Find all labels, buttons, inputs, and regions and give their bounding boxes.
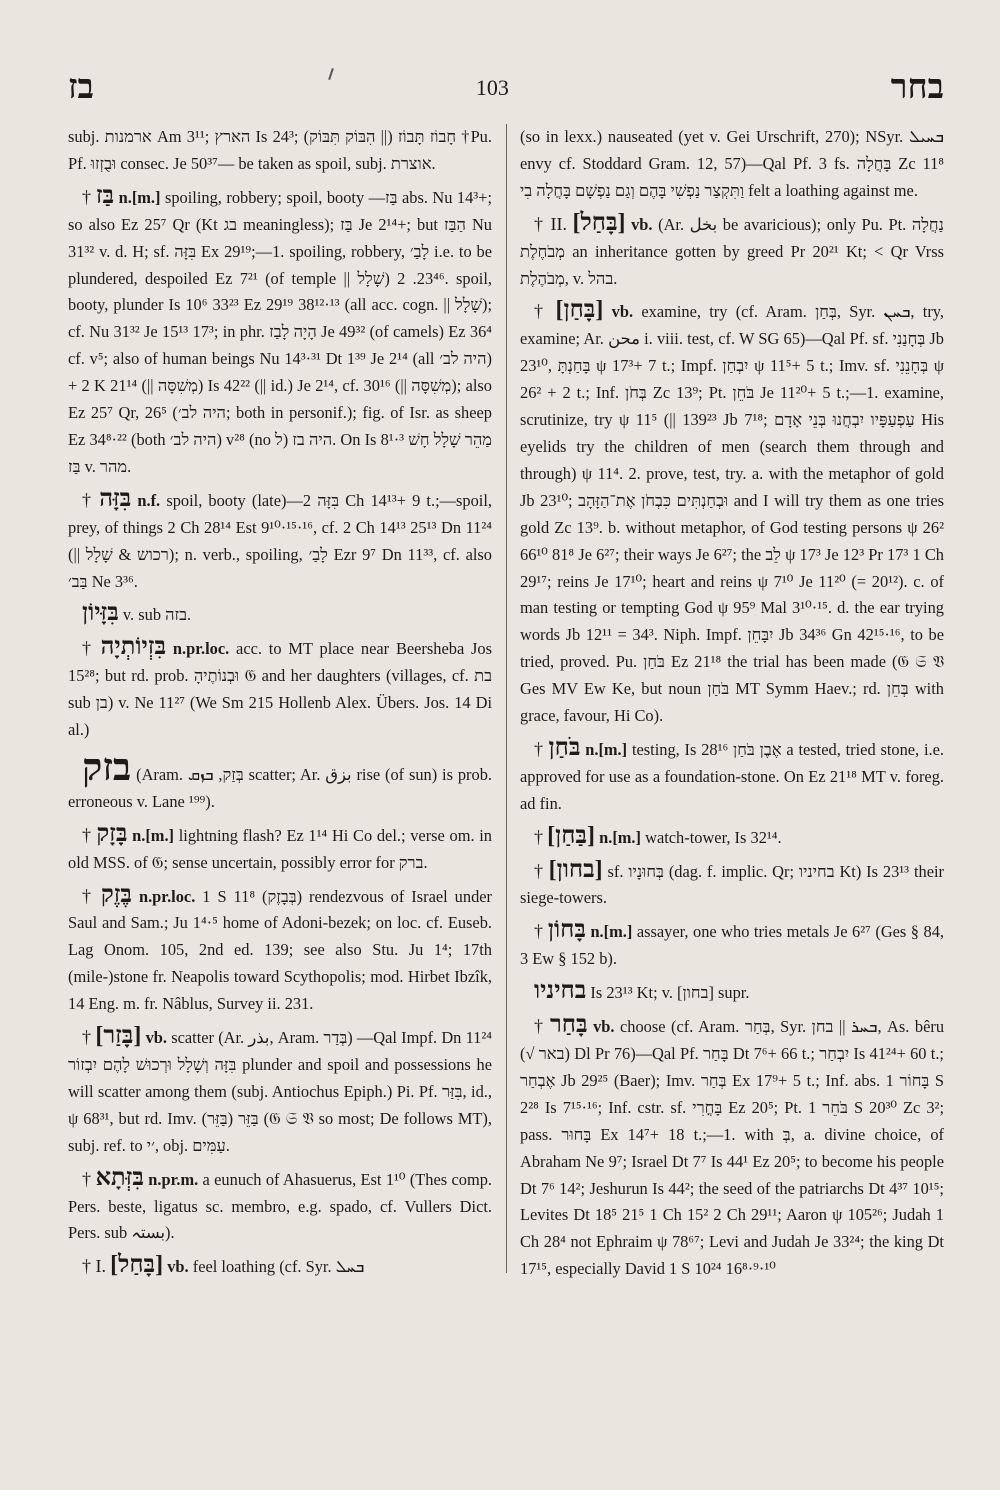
entry-grammar-label: n.[m.] [599, 827, 641, 847]
dictionary-entry [520, 823, 944, 852]
dictionary-entry [520, 297, 944, 730]
entry-dagger: † [82, 885, 94, 906]
entry-text: a eunuch of Ahasuerus, Est 1¹⁰ (Thes comp. Pers. beste, ligatus sc. membro, e.g. spado, cf. Vullers Dict. Pers. sub بستہ). [68, 1169, 492, 1243]
entry-headword: בָּזָק [96, 820, 128, 847]
entry-text: examine, try (cf. Aram. בְּחַן, Syr. ܒܚܢ, try, examine; Ar. محن i. viii. test, cf. W SG 65)—Qal Pf. sf. בְּחָנַנִי Jb 23¹⁰, בָּחַנְתָּ ψ 17³+ 7 t.; Impf. יִבְחַן ψ 11⁵+ 5 t.; Imv. sf. בְּחָנֵנִי ψ 26² + 2 t.; Inf. בְּחֹן Zc 13⁹; Pt. בֹּחֵן Je 11²⁰+ 5 t.;—1. examine, scrutinize, try ψ 11⁵ (|| 139²³ Jb 7¹⁸; עַפְעַפָּיו יִבְחֲנוּ בְּנֵי אָדָם His eyelids try the children of men (search them through and through) ψ 11⁴. 2. prove, test, try. a. with the metaphor of gold Jb 23¹⁰; וּבְחַנְתִּים כִּבְחֹן אֶת־הַזָּהָב and I will try them as one tries gold Zc 13⁹. b. without metaphor, of God testing persons ψ 26² 66¹⁰ 81⁸ Je 6²⁷; their ways Je 6²⁷; the לֵב ψ 17³ Je 12³ Pr 17³ 1 Ch 29¹⁷; reins Je 17¹⁰; heart and reins ψ 7¹⁰ Je 11²⁰ (= 20¹²). c. of man testing or tempting God ψ 95⁹ Mal 3¹⁰·¹⁵. d. the ear trying words Jb 12¹¹ = 34³. Niph. Impf. יִבָּחֵן Jb 34³⁶ Gn 42¹⁵·¹⁶, to be tried, proved. Pu. בֹּחַן Ez 21¹⁸ the trial has been made (𝔊 𝔖 𝔙 Ges MV Ew Ke, but noun בֹּחַן MT Symm Haev.; rd. בְּחֵן with grace, favour, Hi Co). [520, 302, 945, 726]
left-running-head: בז [68, 69, 94, 106]
left-column [68, 124, 492, 1283]
dictionary-entry [520, 917, 944, 973]
entry-headword: בִּזְּתָא [95, 1164, 144, 1191]
right-running-head: בחר [890, 69, 944, 106]
dictionary-entry [520, 1012, 944, 1283]
right-column [520, 124, 944, 1283]
entry-text: watch-tower, Is 32¹⁴. [645, 827, 782, 847]
entry-text: (so in lexx.) nauseated (yet v. Gei Urschrift, 270); NSyr. ܒܚܝܠ envy cf. Stoddard Gram. 12, 57)—Qal Pf. 3 fs. בָּחֲלָה Zc 11⁸ וַתִּקְצַר נַפְשִׁי בָּהֶם וְגַם נַפְשָׁם בָּחֲלָה בִי felt a loathing against me. [520, 127, 944, 200]
entry-grammar-label: n.[m.] [132, 825, 175, 845]
dictionary-entry [68, 746, 492, 816]
entry-headword: בִּזְיוֹתְיָה [100, 634, 167, 661]
two-column-body [68, 124, 944, 1283]
entry-text: scatter (Ar. بذر, Aram. בְּדַר) —Qal Impf. Dn 11²⁴ בִּזָּה וְשָׁלָל וּרְכוּשׁ לָהֶם יִבְזוֹר plunder and spoil and possessions he will scatter among them (subj. Antiochus Epiph.) Pi. Pf. בִּזַּר, id., ψ 68³¹, but rd. Imv. בַּזֵּר (בַּזֵּר) (𝔊 𝔖 𝔙 so most; De follows MT), subj. ref. to ׳י, obj. עַמִּים. [68, 1028, 493, 1155]
dictionary-entry [520, 978, 944, 1007]
dictionary-entry [68, 486, 492, 596]
entry-text: v. sub בזה. [122, 605, 192, 625]
entry-grammar-label: vb. [611, 302, 634, 322]
entry-headword: [בַּחַן] [547, 822, 595, 849]
entry-root: בזק [82, 746, 132, 789]
dictionary-entry [68, 1252, 492, 1281]
entry-headword: בֶּזֶק [100, 881, 132, 908]
dictionary-entry [68, 1023, 492, 1160]
entry-text: subj. ארמנות Am 3¹¹; הארץ Is 24³; חָבוֹז תָּבוֹז (|| הִבּוֹק תִּבּוֹק) †Pu. Pf. וּבֻזְזוּ consec. Je 50³⁷— be taken as spoil, subj. אוצרת. [68, 127, 492, 173]
entry-headword: [בחון] [548, 856, 603, 883]
entry-grammar-label: n.[m.] [590, 922, 633, 942]
entry-grammar-label: vb. [593, 1017, 615, 1037]
entry-text: lightning flash? Ez 1¹⁴ Hi Co del.; verse om. in old MSS. of 𝔊; sense uncertain, possibly error for ברק. [68, 825, 492, 872]
entry-grammar-label: n.[m.] [118, 187, 161, 207]
entry-headword: בִּזָּיוֹן [82, 600, 119, 627]
entry-headword: [בָּחַל] [572, 209, 626, 236]
entry-grammar-label: vb. [167, 1257, 189, 1277]
dictionary-entry [68, 1165, 492, 1248]
page-number: 103 [475, 75, 509, 100]
dictionary-entry [68, 882, 492, 1019]
entry-dagger: † [534, 826, 543, 847]
dictionary-entry [68, 183, 492, 481]
entry-grammar-label: n.f. [137, 490, 161, 510]
entry-text: assayer, one who tries metals Je 6²⁷ (Ges § 84, 3 Ew § 152 b). [520, 922, 944, 969]
entry-text: choose (cf. Aram. בְּחַר, Syr. ܒܚܪ || בחן, As. bêru (√ באר) Dl Pr 76)—Qal Pf. בָּחַר Dt 7⁶+ 66 t.; יִבְחַר Is 41²⁴+ 60 t.; אֶבְחַר Jb 29²⁵ (Baer); Imv. בְּחַר Ex 17⁹+ 5 t.; Inf. abs. בָּחוֹר 1 S 2²⁸ Is 7¹⁵·¹⁶; Inf. cstr. sf. בָּחֳרִי Ez 20⁵; Pt. בֹּחֵר 1 S 20³⁰ Zc 3²; pass. בָּחוּר Ex 14⁷+ 18 t.;—1. with בְּ, a. divine choice, of Abraham Ne 9⁷; Israel Dt 7⁷ Is 44¹ Ez 20⁵; to become his people Dt 7⁶ 14²; Jeshurun Is 44²; the seed of the patriarchs Dt 4³⁷ 10¹⁵; Levites Dt 18⁵ 21⁵ 1 Ch 15² 2 Ch 29¹¹; Aaron ψ 105²⁶; Judah 1 Ch 28⁴ not Ephraim ψ 78⁶⁷; Levi and Judah Je 33²⁴; the king Dt 17¹⁵, especially David 1 S 10²⁴ 16⁸·⁹·¹⁰ [520, 1017, 945, 1279]
dictionary-entry [520, 735, 944, 818]
entry-headword: בָּחוֹן [547, 917, 586, 944]
entry-text: 1 S 11⁸ (בְּבָזֶק) rendezvous of Israel under Saul and Sam.; Ju 1⁴·⁵ home of Adoni-bezek; on loc. cf. Euseb. Lag Onom. 105, 2nd ed. 139; see also Stu. Ju 1⁴; 17th (mile-)stone fr. Neapolis toward Scythopolis; mod. Hirbet Ibzîk, 14 Eng. m. fr. Nâblus, Survey ii. 231. [68, 886, 493, 1014]
entry-dagger: † I. [82, 1256, 106, 1277]
entry-headword: [בָּזַר] [95, 1023, 142, 1050]
dictionary-entry [520, 124, 944, 205]
entry-text: feel loathing (cf. Syr. ܒܚܠ [192, 1257, 365, 1277]
running-header [68, 70, 944, 106]
entry-text: Is 23¹³ Kt; v. [בחון] supr. [590, 983, 750, 1003]
entry-dagger: † [534, 921, 544, 942]
dictionary-entry [520, 210, 944, 293]
entry-grammar-label: vb. [145, 1028, 168, 1048]
dictionary-entry [68, 600, 492, 629]
entry-text: acc. to MT place near Beersheba Jos 15²⁸; but rd. prob. וּבְנוֹתֶיהָ 𝔊 and her daughters (villages, cf. בת sub בן) v. Ne 11²⁷ (We Sm 215 Hollenb Alex. Übers. Jos. 14 Di al.) [68, 639, 492, 740]
entry-dagger: † [82, 824, 92, 845]
entry-dagger: † [534, 738, 544, 759]
entry-grammar-label: n.pr.loc. [138, 886, 196, 906]
entry-dagger: † [534, 860, 544, 881]
entry-text: sf. בְּחוּנָיו (dag. f. implic. Qr; בחיניו Kt) Is 23¹³ their siege-towers. [520, 861, 944, 908]
entry-text: (Aram. בְּזַק, ܒܙܩ scatter; Ar. بزق rise (of sun) is prob. erroneous v. Lane ¹⁹⁹). [68, 764, 492, 811]
dictionary-entry [68, 634, 492, 744]
entry-headword: בַּז [95, 182, 115, 209]
entry-dagger: † [82, 638, 94, 659]
entry-headword: בחיניו [534, 978, 587, 1005]
entry-text: testing, Is 28¹⁶ אֶבֶן בֹּחַן a tested, tried stone, i.e. approved for use as a foundation-stone. On Ez 21¹⁸ MT v. foreg. ad fin. [520, 739, 944, 813]
entry-grammar-label: n.pr.m. [148, 1169, 199, 1189]
entry-dagger: † [82, 489, 94, 510]
entry-headword: בָּחַר [549, 1012, 588, 1039]
entry-text: spoil, booty (late)—בִּזָּה 2 Ch 14¹³+ 9 t.;—spoil, prey, of things 2 Ch 28¹⁴ Est 9¹⁰·¹⁵·¹⁶, cf. 2 Ch 14¹³ 25¹³ Dn 11²⁴ (|| רכוש & שָׁלָל); n. verb., spoiling, לָבַ׳ Ezr 9⁷ Dn 11³³, cf. also בַּב׳ Ne 3³⁶. [68, 490, 493, 591]
entry-headword: [בָּחַן] [555, 297, 604, 324]
entry-grammar-label: vb. [631, 214, 653, 234]
entry-headword: בִּזָּה [99, 485, 132, 512]
dictionary-entry [520, 857, 944, 913]
entry-grammar-label: n.[m.] [585, 739, 628, 759]
entry-headword: בֹּחַן [548, 734, 581, 761]
entry-text: spoiling, robbery; spoil, booty —בַּז abs. Nu 14³+; so also Ez 25⁷ Qr (Kt בג meaningless); בַּז Je 2¹⁴+; but הַבַּז Nu 31³² v. d. H; sf. בִּזָּה Ex 29¹⁹;—1. spoiling, robbery, לָבַ׳ i.e. to be plundered, despoiled Ez 7²¹ (of temple || שָׁלָל) 23⁴⁶. 2. spoil, booty, plunder Is 10⁶ 33²³ Ez 29¹⁹ 38¹²·¹³ (all acc. cogn. || שָׁלָל); cf. Nu 31³² Je 15¹³ 17³; in phr. הָיָה לָבַז Je 49³² (of camels) Ez 36⁴ cf. v⁵; also of human beings Nu 14³·³¹ Dt 1³⁹ Je 2¹⁴ (all היה לב׳) + 2 K 21¹⁴ (|| מְשִׁסָּה) Is 42²² (|| id.) Je 2¹⁴, cf. 30¹⁶ (|| מְשִׁסָּה); also Ez 25⁷ Qr, 26⁵ (היה לב׳; both in personif.); fig. of Isr. as sheep Ez 34⁸·²² (both היה לב׳) v²⁸ (no ל) היה בז. On Is 8¹·³ מַהֵר שָׁלָל חָשׁ בַּז v. מהר. [68, 187, 492, 476]
entry-dagger: † [534, 1016, 545, 1037]
entry-headword: [בָּחַל] [110, 1252, 164, 1279]
dictionary-entry [68, 821, 492, 877]
entry-dagger: † II. [534, 213, 567, 234]
entry-dagger: † [82, 186, 92, 207]
entry-grammar-label: n.pr.loc. [172, 639, 230, 659]
dictionary-entry [68, 124, 492, 178]
entry-dagger: † [82, 1027, 92, 1048]
entry-dagger: † [534, 301, 548, 322]
entry-text: (Ar. بخل be avaricious); only Pu. Pt. נַחֲלָה מְבֹחֶלֶת an inheritance gotten by greed Pr 20²¹ Kt; < Qr Vrss מְבֹהֶלֶת, v. בהל. [520, 214, 944, 288]
entry-dagger: † [82, 1168, 92, 1189]
